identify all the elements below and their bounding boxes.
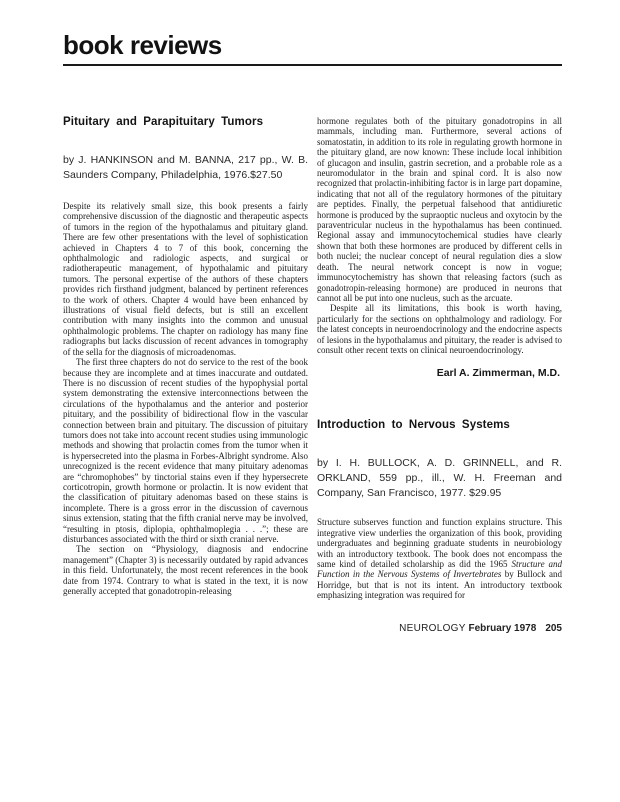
review-paragraph bbox=[317, 517, 562, 600]
page-title: book reviews bbox=[63, 30, 222, 60]
page-number: 205 bbox=[545, 622, 562, 634]
left-column bbox=[63, 116, 308, 634]
header-rule bbox=[63, 64, 562, 66]
paragraph-text: Structure subserves function and function explains structure. This integrative view underlies the organization of this book, providing undergraduates and beginning graduate students in neurobiology with an introductory textbook. The book does not encompass the same kind of detailed scholarship as did the 1965 bbox=[317, 517, 562, 569]
review-title-nervous-systems: Introduction to Nervous Systems bbox=[317, 419, 510, 432]
review-byline-pituitary: by J. HANKINSON and M. BANNA, 217 pp., W. B. Saunders Company, Philadelphia, 1976.$27.50 bbox=[63, 154, 308, 181]
review-paragraph: The section on “Physiology, diagnosis and endocrine management” (Chapter 3) is necessarily outdated by rapid advances in this field. Unfortunately, the most recent references in the book date from 1974. Contrary to what is stated in the text, it is now generally accepted that gonadotropin-releasing bbox=[63, 544, 308, 597]
review-paragraph: The first three chapters do not do service to the rest of the book because they are incomplete and at times inaccurate and outdated. There is no discussion of recent studies of the hypophysial portal system demonstrating the extensive interconnections between the circulations of the hypothalamus and the anterior and posterior pituitary, and the possibility of bidirectional flow in the vascular connection between brain and pituitary. The discussion of pituitary tumors does not take into account recent studies using immunologic methods and showing that prolactin comes from the tumor when it is hypersecreted into the plasma in Forbes-Albright syndrome. Also unrecognized is the recent evidence that many pituitary adenomas are “chromophobes” by tinctorial stains even if they hypersecrete corticotropin, growth hormone or prolactin. It is now evident that the classification of pituitary adenomas based on these stains is incomplete. There is a gross error in the discussion of cavernous sinus extension, stating that the fifth cranial nerve may be involved, “resulting in ptosis, diplopia, ophthalmoplegia . . .”; these are disturbances associated with the third or sixth cranial nerve. bbox=[63, 357, 308, 544]
paragraph-text: by Bullock and Horridge, but that is not its intent. An introductory textbook emphasizing integration was required for bbox=[317, 569, 562, 601]
review-paragraph-continuation: hormone regulates both of the pituitary gonadotropins in all mammals, including man. Furthermore, several actions of somatostatin, in addition to its role in regulating growth hormone in the pituitary gland, are now known: These include local inhibition of glucagon and insulin, gastrin secretion, and a probable role as a neuromodulator in the brain and spinal cord. It is also now recognized that prolactin-inhibiting factor is in large part dopamine, indicating that not all of the regulatory hormones of the pituitary are peptides. Finally, the perpetual falsehood that antidiuretic hormone is produced by the supraoptic nucleus and oxytocin by the paraventricular nucleus in the hypothalamus has been continued. Regional assay and immunocytochemical studies have clearly shown that both these hormones are produced by different cells in both nuclei; the nuclear concept of neural regulation dies a slow death. The neural network concept is now in vogue; immunocytochemistry has shown that releasing factors (such as gonadotropin-releasing hormone) are produced in neurons that cannot all be put into one nucleus, such as the arcuate. bbox=[317, 116, 562, 303]
two-column-layout bbox=[63, 116, 562, 634]
masthead bbox=[63, 30, 562, 66]
review-nervous-systems bbox=[317, 419, 562, 600]
review-paragraph: Despite its relatively small size, this book presents a fairly comprehensive discussion of the diagnostic and therapeutic aspects of tumors in the region of the hypothalamus and pituitary gland. There are few other presentations with the level of sophistication achieved in Chapters 4 to 7 of this book, concerning the ophthalmologic and radiologic aspects, and surgical or radiotherapeutic management, of hypothalamic and pituitary tumors. The personal expertise of the authors of these chapters provides rich firsthand judgment, balanced by pertinent references to the work of others. Chapter 4 would have been enhanced by illustrations of visual field defects, but is still an excellent contribution with many insights into the common and unusual ophthalmologic problems. The chapter on radiology has many fine radiographs but lacks discussion of recent advances in tomography of the sella for the diagnosis of microadenomas. bbox=[63, 201, 308, 357]
page-footer bbox=[317, 623, 562, 634]
review-title-pituitary: Pituitary and Parapituitary Tumors bbox=[63, 116, 264, 128]
review-pituitary-tumors bbox=[63, 116, 308, 596]
review-paragraph: Despite all its limitations, this book is worth having, particularly for the sections on ophthalmology and radiology. For the latest concepts in neuroendocrinology and the endocrine aspects of lesions in the hypothalamus and pituitary, the reader is advised to consult other recent texts on clinical neuroendocrinology. bbox=[317, 303, 562, 355]
book-title-italic: Structure and Function in the Nervous Systems of Invertebrates bbox=[317, 558, 562, 580]
reviewer-signature: Earl A. Zimmerman, M.D. bbox=[436, 367, 560, 380]
journal-name: NEUROLOGY bbox=[399, 622, 466, 634]
review-byline-nervous-systems: by I. H. BULLOCK, A. D. GRINNELL, and R. ORKLAND, 559 pp., ill., W. H. Freeman and Company, San Francisco, 1977. $29.95 bbox=[317, 457, 562, 500]
issue-date: February 1978 bbox=[468, 622, 537, 634]
right-column bbox=[317, 116, 562, 634]
